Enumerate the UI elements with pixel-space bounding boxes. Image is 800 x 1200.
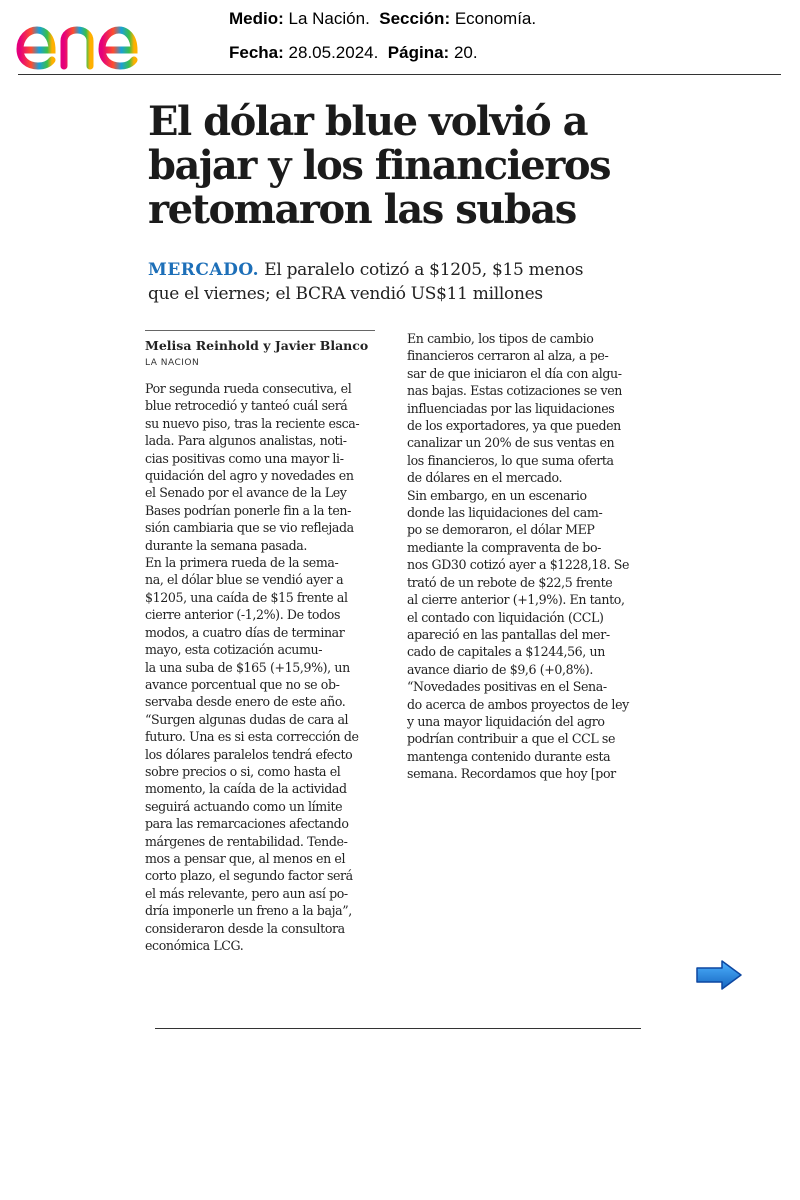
article-text-line: su nuevo piso, tras la reciente esca- xyxy=(145,415,360,431)
article-column-left xyxy=(145,380,377,954)
article-text-line: para las remarcaciones afectando xyxy=(145,816,349,832)
article-text-line: consideraron desde la consultora xyxy=(145,920,345,936)
fecha-value: 28.05.2024. xyxy=(288,43,379,62)
article-text-line: mos a pensar que, al menos en el xyxy=(145,850,346,866)
article-text-line: nas bajas. Estas cotizaciones se ven xyxy=(407,383,622,399)
article-text-line: la una suba de $165 (+15,9%), un xyxy=(145,659,350,675)
article-text-line: mayo, esta cotización acumu- xyxy=(145,642,323,658)
byline: Melisa Reinhold y Javier Blanco xyxy=(145,338,369,353)
lead-text-line-2: que el viernes; el BCRA vendió US$11 millones xyxy=(148,284,543,304)
article-text-line: apareció en las pantallas del mer- xyxy=(407,626,610,642)
article-text-line: semana. Recordamos que hoy [por xyxy=(407,766,616,782)
article-lead xyxy=(148,258,618,306)
article-text-line: al cierre anterior (+1,9%). En tanto, xyxy=(407,592,625,608)
meta-line-fecha-pagina xyxy=(229,43,478,63)
medio-value: La Nación. xyxy=(288,9,370,28)
article-text-line: influenciadas por las liquidaciones xyxy=(407,400,615,416)
article-text-line: mediante la compraventa de bo- xyxy=(407,539,601,555)
pagina-value: 20. xyxy=(453,43,478,62)
article-text-line: márgenes de rentabilidad. Tende- xyxy=(145,833,348,849)
article-text-line: el más relevante, pero aun así po- xyxy=(145,885,348,901)
article-text-line: na, el dólar blue se vendió ayer a xyxy=(145,572,344,588)
seccion-value: Economía. xyxy=(454,9,537,28)
article-text-line: y una mayor liquidación del agro xyxy=(407,713,605,729)
article-text-line: En cambio, los tipos de cambio xyxy=(407,331,594,346)
fecha-label: Fecha: xyxy=(229,43,284,62)
article-text-line: “Surgen algunas dudas de cara al xyxy=(145,711,349,727)
article-text-line: de los exportadores, ya que pueden xyxy=(407,418,621,434)
article-text-line: corto plazo, el segundo factor será xyxy=(145,868,353,884)
lead-text-line-1: El paralelo cotizó a $1205, $15 menos xyxy=(264,260,584,280)
article-text-line: servaba desde enero de este año. xyxy=(145,694,346,710)
article-column-right xyxy=(407,330,639,783)
article-text-line: lada. Para algunos analistas, noti- xyxy=(145,433,347,449)
article-text-line: los financieros, lo que suma oferta xyxy=(407,452,614,468)
article-text-line: canalizar un 20% de sus ventas en xyxy=(407,435,615,451)
enel-logo xyxy=(16,8,181,72)
article-text-line: quidación del agro y novedades en xyxy=(145,468,354,484)
headline-line: bajar y los financieros xyxy=(148,142,611,189)
article-text-line: cierre anterior (-1,2%). De todos xyxy=(145,607,341,623)
article-text-line: Bases podrían ponerle fin a la ten- xyxy=(145,502,351,518)
article-text-line: donde las liquidaciones del cam- xyxy=(407,505,603,521)
article-text-line: modos, a cuatro días de terminar xyxy=(145,624,345,640)
article-text-line: Sin embargo, en un escenario xyxy=(407,487,587,503)
article-text-line: mantenga contenido durante esta xyxy=(407,748,611,764)
lead-kicker: MERCADO. xyxy=(148,260,260,280)
article-text-line: dría imponerle un freno a la baja”, xyxy=(145,903,352,919)
headline-line: retomaron las subas xyxy=(148,186,576,233)
article-text-line: Por segunda rueda consecutiva, el xyxy=(145,381,352,396)
article-text-line: cias positivas como una mayor li- xyxy=(145,450,344,466)
meta-line-medio-seccion xyxy=(229,9,536,29)
article-text-line: blue retrocedió y tanteó cuál será xyxy=(145,398,348,414)
article-text-line: $1205, una caída de $15 frente al xyxy=(145,589,348,605)
article-text-line: los dólares paralelos tendrá efecto xyxy=(145,746,353,762)
article-text-line: nos GD30 cotizó ayer a $1228,18. Se xyxy=(407,557,630,573)
arrow-right-icon[interactable] xyxy=(694,958,744,992)
pagina-label: Página: xyxy=(387,43,450,62)
seccion-label: Sección: xyxy=(379,9,451,28)
article-text-line: po se demoraron, el dólar MEP xyxy=(407,522,595,538)
article-text-line: “Novedades positivas en el Sena- xyxy=(407,679,607,695)
article-text-line: financieros cerraron al alza, a pe- xyxy=(407,348,609,364)
article-text-line: cado de capitales a $1244,56, un xyxy=(407,644,605,660)
article-text-line: futuro. Una es si esta corrección de xyxy=(145,729,359,745)
medio-label: Medio: xyxy=(229,9,284,28)
article-text-line: durante la semana pasada. xyxy=(145,537,307,553)
article-text-line: momento, la caída de la actividad xyxy=(145,781,347,797)
article-text-line: económica LCG. xyxy=(145,938,244,953)
byline-source: LA NACION xyxy=(145,358,200,368)
article-text-line: do acerca de ambos proyectos de ley xyxy=(407,696,629,712)
article-text-line: seguirá actuando como un límite xyxy=(145,798,343,814)
article-text-line: En la primera rueda de la sema- xyxy=(145,555,339,571)
header-divider xyxy=(18,74,781,75)
article-text-line: el Senado por el avance de la Ley xyxy=(145,485,347,501)
byline-divider xyxy=(145,330,375,331)
article-text-line: de dólares en el mercado. xyxy=(407,470,563,486)
article-text-line: trató de un rebote de $22,5 frente xyxy=(407,574,613,590)
article-text-line: avance diario de $9,6 (+0,8%). xyxy=(407,661,593,677)
headline-line: El dólar blue volvió a xyxy=(148,98,588,145)
article-text-line: sar de que iniciaron el día con algu- xyxy=(407,365,622,381)
footer-divider xyxy=(155,1028,641,1029)
article-text-line: avance porcentual que no se ob- xyxy=(145,676,340,692)
article-text-line: sobre precios o si, como hasta el xyxy=(145,763,341,779)
article-text-line: el contado con liquidación (CCL) xyxy=(407,609,604,625)
article-text-line: sión cambiaria que se vio reflejada xyxy=(145,520,354,536)
article-headline xyxy=(148,100,668,232)
article-text-line: podrían contribuir a que el CCL se xyxy=(407,731,616,747)
